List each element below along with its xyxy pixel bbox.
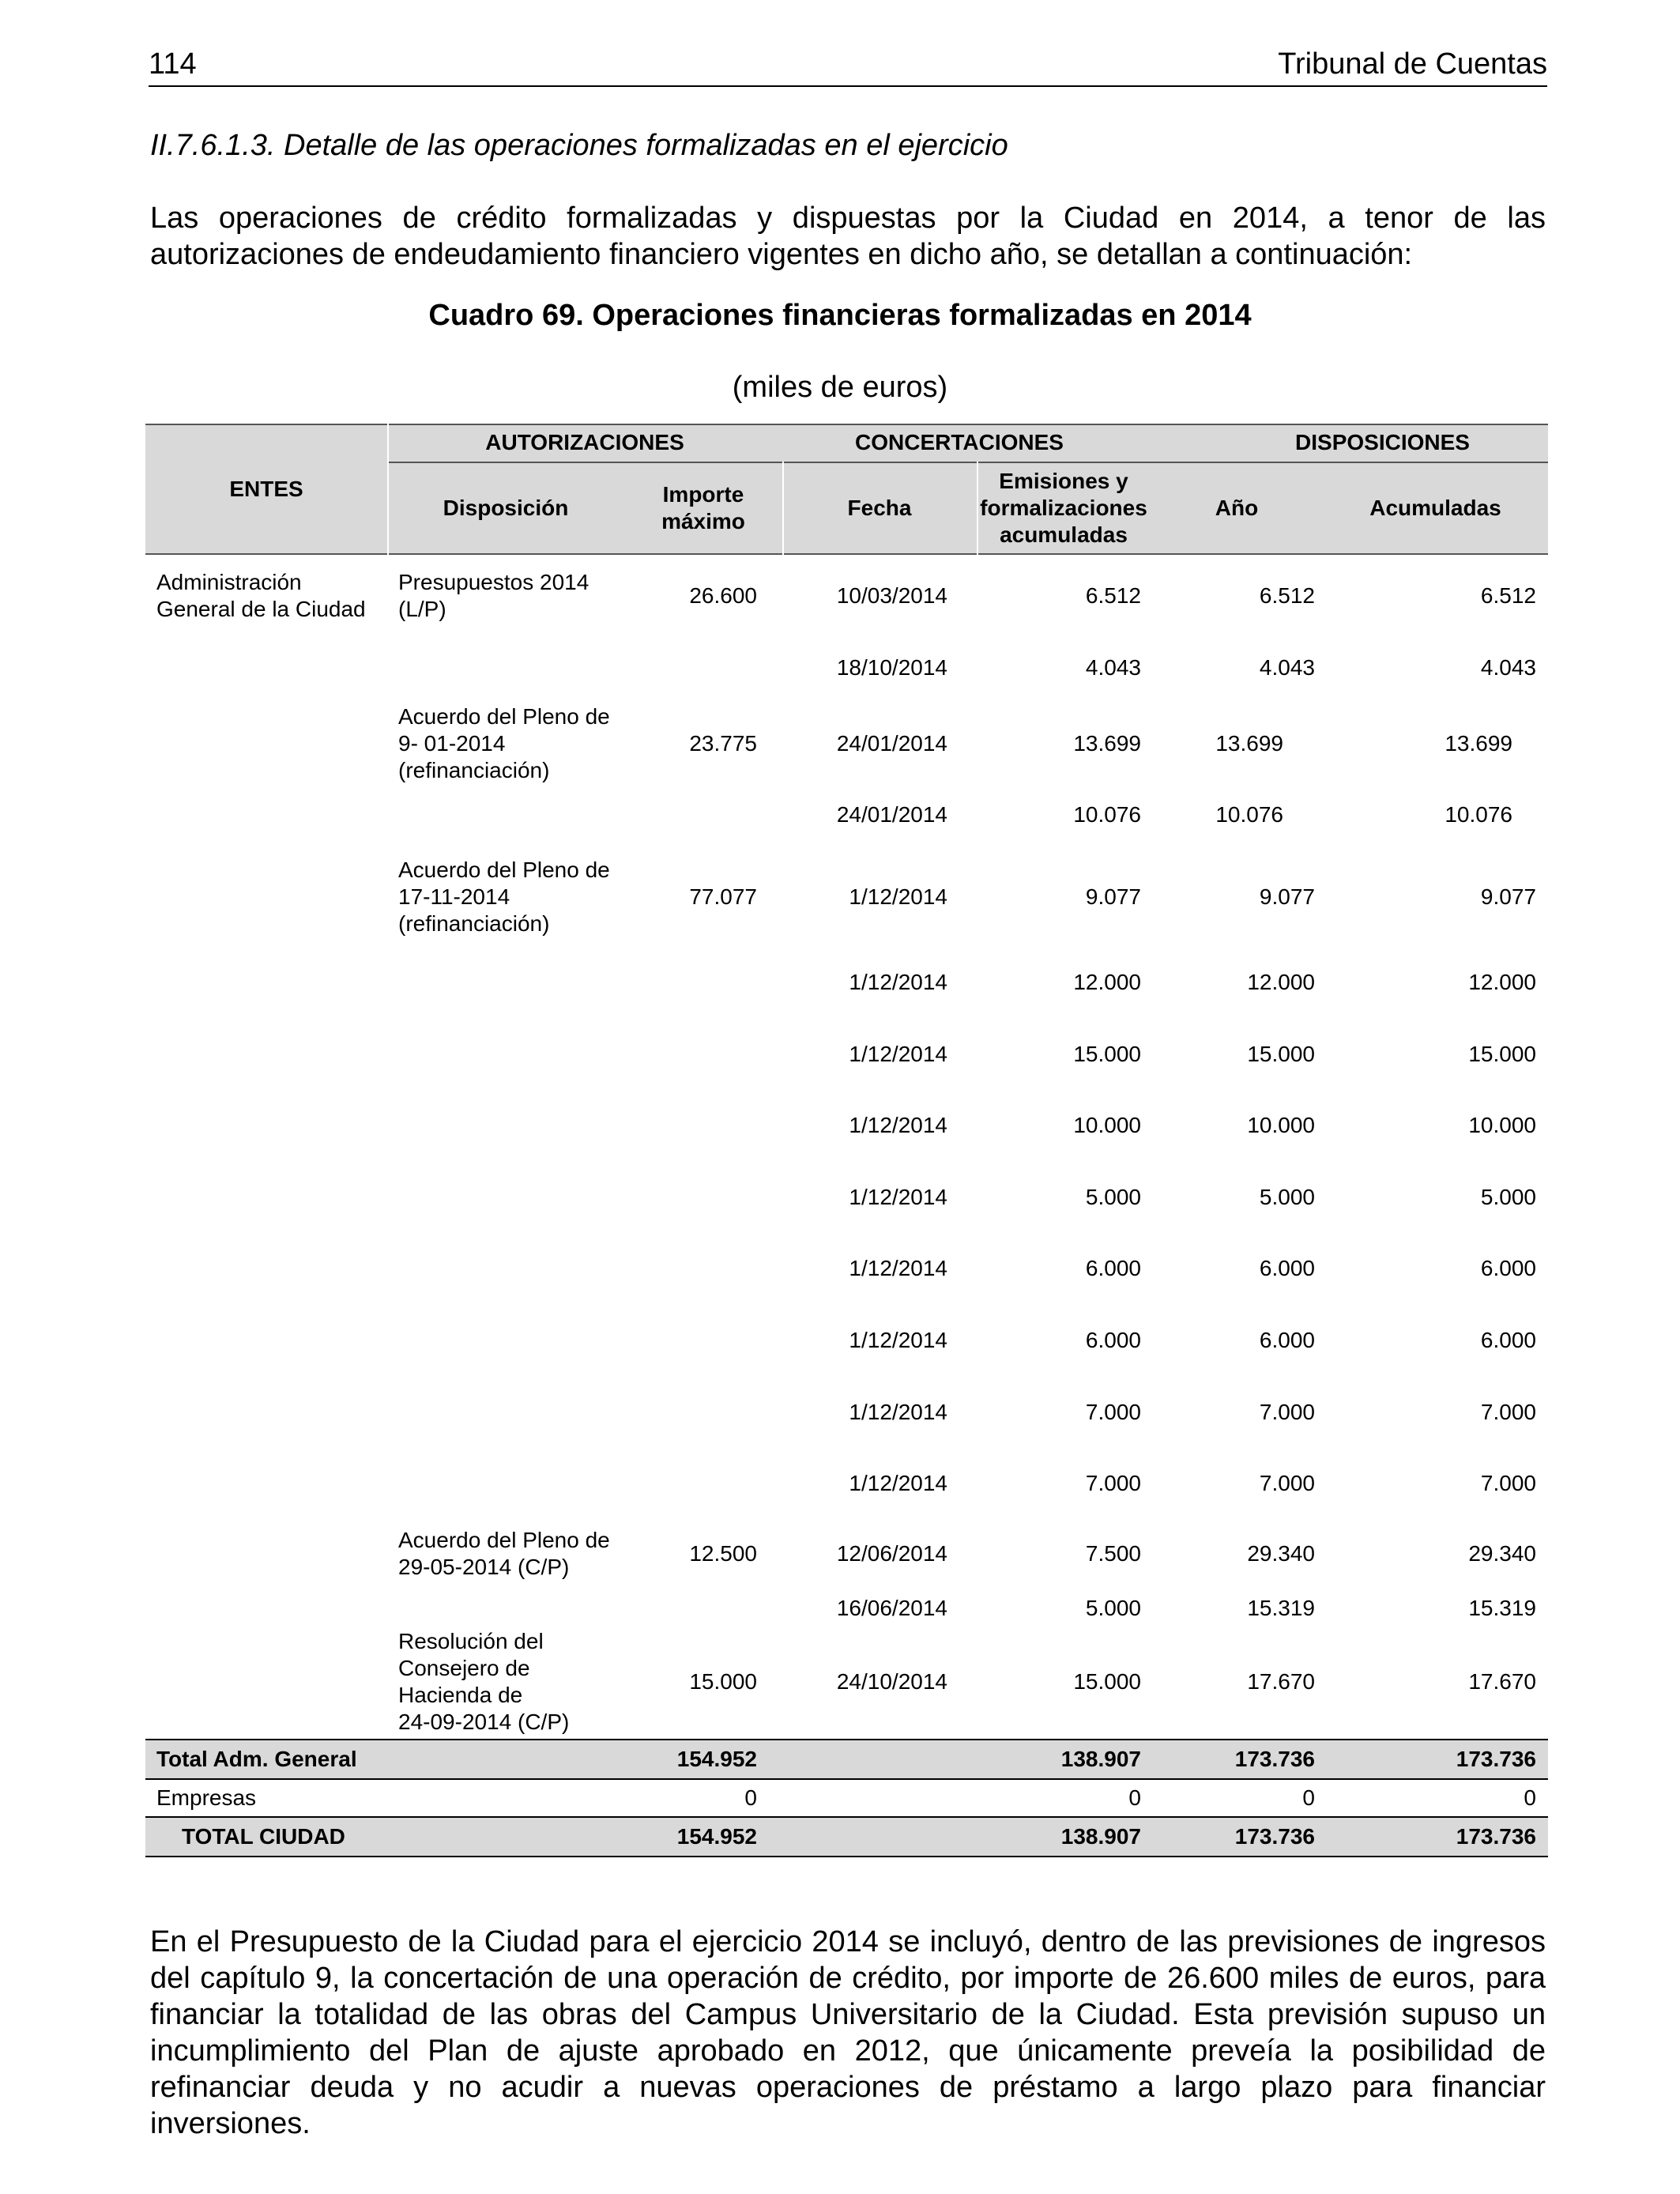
row-7-anio: 15.000 — [1247, 1042, 1315, 1066]
row-9-fecha: 1/12/2014 — [849, 1185, 947, 1209]
empresas-acumuladas: 0 — [1524, 1785, 1536, 1810]
row-10-acumuladas: 6.000 — [1480, 1256, 1536, 1280]
header-disposiciones: DISPOSICIONES — [1295, 430, 1470, 454]
header-acumuladas: Acumuladas — [1369, 496, 1501, 520]
row-4-anio: 10.076 — [1215, 802, 1283, 827]
row-3-emisiones: 13.699 — [1073, 731, 1141, 756]
row-11-anio: 6.000 — [1259, 1328, 1315, 1352]
row-9-emisiones: 5.000 — [1085, 1185, 1141, 1209]
organization-name: Tribunal de Cuentas — [1278, 47, 1547, 81]
row-15-fecha: 16/06/2014 — [836, 1596, 947, 1620]
total-adm-general-emisiones: 138.907 — [1060, 1747, 1141, 1771]
row-12-emisiones: 7.000 — [1085, 1400, 1141, 1424]
total-ciudad-anio: 173.736 — [1234, 1824, 1315, 1849]
row-15-acumuladas: 15.319 — [1468, 1596, 1536, 1620]
row-4-emisiones: 10.076 — [1073, 802, 1141, 827]
row-14-acumuladas: 29.340 — [1468, 1541, 1536, 1566]
row-14-fecha: 12/06/2014 — [836, 1541, 947, 1566]
row-8-fecha: 1/12/2014 — [849, 1113, 947, 1137]
row-4-fecha: 24/01/2014 — [836, 802, 947, 827]
empresas-anio: 0 — [1302, 1785, 1315, 1810]
table-subtitle: (miles de euros) — [732, 371, 948, 404]
row-5-anio: 9.077 — [1259, 884, 1315, 909]
row-13-acumuladas: 7.000 — [1480, 1471, 1536, 1495]
empresas-emisiones: 0 — [1128, 1785, 1141, 1810]
total-ciudad-importe: 154.952 — [676, 1824, 757, 1849]
total-adm-general-acumuladas: 173.736 — [1456, 1747, 1536, 1771]
total-ciudad-emisiones: 138.907 — [1060, 1824, 1141, 1849]
row-1-anio: 6.512 — [1259, 583, 1315, 608]
page-header — [149, 47, 1547, 87]
table-title: Cuadro 69. Operaciones financieras formalizadas en 2014 — [428, 299, 1252, 332]
row-8-emisiones: 10.000 — [1073, 1113, 1141, 1137]
row-16-emisiones: 15.000 — [1073, 1669, 1141, 1694]
empresas-label: Empresas — [156, 1785, 257, 1810]
row-14-anio: 29.340 — [1247, 1541, 1315, 1566]
row-10-emisiones: 6.000 — [1085, 1256, 1141, 1280]
row-6-emisiones: 12.000 — [1073, 970, 1141, 994]
row-13-emisiones: 7.000 — [1085, 1471, 1141, 1495]
row-6-anio: 12.000 — [1247, 970, 1315, 994]
row-5-emisiones: 9.077 — [1085, 884, 1141, 909]
row-2-emisiones: 4.043 — [1085, 655, 1141, 680]
authorization-4: Acuerdo del Pleno de 29-05-2014 (C/P) — [398, 1528, 610, 1579]
row-10-fecha: 1/12/2014 — [849, 1256, 947, 1280]
ente-name: Administración General de la Ciudad — [156, 570, 366, 621]
row-15-anio: 15.319 — [1247, 1596, 1315, 1620]
authorization-1: Presupuestos 2014 (L/P) — [398, 570, 590, 621]
row-5-fecha: 1/12/2014 — [849, 884, 947, 909]
row-7-emisiones: 15.000 — [1073, 1042, 1141, 1066]
total-adm-general-importe: 154.952 — [676, 1747, 757, 1771]
row-9-acumuladas: 5.000 — [1480, 1185, 1536, 1209]
section-title: II.7.6.1.3. Detalle de las operaciones formalizadas en el ejercicio — [150, 129, 1008, 162]
row-1-emisiones: 6.512 — [1085, 583, 1141, 608]
header-entes: ENTES — [229, 477, 303, 501]
total-adm-general-label: Total Adm. General — [156, 1747, 357, 1771]
row-12-acumuladas: 7.000 — [1480, 1400, 1536, 1424]
authorization-3: Acuerdo del Pleno de 17-11-2014 (refinanciación) — [398, 858, 610, 936]
row-2-anio: 4.043 — [1259, 655, 1315, 680]
row-3-anio: 13.699 — [1215, 731, 1283, 756]
header-anio: Año — [1215, 496, 1259, 520]
row-1-acumuladas: 6.512 — [1480, 583, 1536, 608]
row-11-emisiones: 6.000 — [1085, 1328, 1141, 1352]
row-11-fecha: 1/12/2014 — [849, 1328, 947, 1352]
row-4-acumuladas: 10.076 — [1445, 802, 1512, 827]
header-fecha: Fecha — [847, 496, 912, 520]
intro-paragraph: Las operaciones de crédito formalizadas y dispuestas por la Ciudad en 2014, a tenor de las autorizaciones de endeudamiento financiero vigentes en dicho año, se detallan a continuación: — [150, 202, 1546, 271]
empresas-importe: 0 — [744, 1785, 757, 1810]
header-importe-maximo: Importe máximo — [661, 482, 745, 533]
authorization-5: Resolución del Consejero de Hacienda de 24-09-2014 (C/P) — [398, 1629, 570, 1734]
row-15-emisiones: 5.000 — [1085, 1596, 1141, 1620]
closing-paragraph: En el Presupuesto de la Ciudad para el ejercicio 2014 se incluyó, dentro de las previsiones de ingresos del capítulo 9, la concertación de una operación de crédito, por importe de 26.600 miles de euros, para financiar la totalidad de las obras del Campus Universitario de la Ciudad. Esta previsión supuso un incumplimiento del Plan de ajuste aprobado en 2012, que únicamente preveía la posibilidad de refinanciar deuda y no acudir a nuevas operaciones de préstamo a largo plazo para financiar inversiones. — [150, 1925, 1546, 2140]
row-12-fecha: 1/12/2014 — [849, 1400, 947, 1424]
row-8-acumuladas: 10.000 — [1468, 1113, 1536, 1137]
total-adm-general-anio: 173.736 — [1234, 1747, 1315, 1771]
row-6-fecha: 1/12/2014 — [849, 970, 947, 994]
row-2-fecha: 18/10/2014 — [836, 655, 947, 680]
authorization-4-importe: 12.500 — [689, 1541, 757, 1566]
authorization-2: Acuerdo del Pleno de 9- 01-2014 (refinanciación) — [398, 704, 610, 782]
row-14-emisiones: 7.500 — [1085, 1541, 1141, 1566]
row-13-anio: 7.000 — [1259, 1471, 1315, 1495]
row-1-fecha: 10/03/2014 — [836, 583, 947, 608]
row-3-acumuladas: 13.699 — [1445, 731, 1512, 756]
total-ciudad-label: TOTAL CIUDAD — [182, 1824, 345, 1849]
row-16-fecha: 24/10/2014 — [836, 1669, 947, 1694]
header-emisiones: Emisiones y formalizaciones acumuladas — [980, 469, 1147, 547]
authorization-5-importe: 15.000 — [689, 1669, 757, 1694]
page-number: 114 — [149, 47, 197, 81]
authorization-3-importe: 77.077 — [689, 884, 757, 909]
row-2-acumuladas: 4.043 — [1480, 655, 1536, 680]
total-ciudad-acumuladas: 173.736 — [1456, 1824, 1536, 1849]
row-7-acumuladas: 15.000 — [1468, 1042, 1536, 1066]
authorization-2-importe: 23.775 — [689, 731, 757, 756]
authorization-1-importe: 26.600 — [689, 583, 757, 608]
row-12-anio: 7.000 — [1259, 1400, 1315, 1424]
row-10-anio: 6.000 — [1259, 1256, 1315, 1280]
row-5-acumuladas: 9.077 — [1480, 884, 1536, 909]
row-16-acumuladas: 17.670 — [1468, 1669, 1536, 1694]
row-8-anio: 10.000 — [1247, 1113, 1315, 1137]
row-3-fecha: 24/01/2014 — [836, 731, 947, 756]
row-9-anio: 5.000 — [1259, 1185, 1315, 1209]
row-11-acumuladas: 6.000 — [1480, 1328, 1536, 1352]
header-autorizaciones: AUTORIZACIONES — [485, 430, 684, 454]
row-16-anio: 17.670 — [1247, 1669, 1315, 1694]
row-7-fecha: 1/12/2014 — [849, 1042, 947, 1066]
header-concertaciones: CONCERTACIONES — [855, 430, 1064, 454]
row-6-acumuladas: 12.000 — [1468, 970, 1536, 994]
header-disposicion: Disposición — [443, 496, 569, 520]
row-13-fecha: 1/12/2014 — [849, 1471, 947, 1495]
